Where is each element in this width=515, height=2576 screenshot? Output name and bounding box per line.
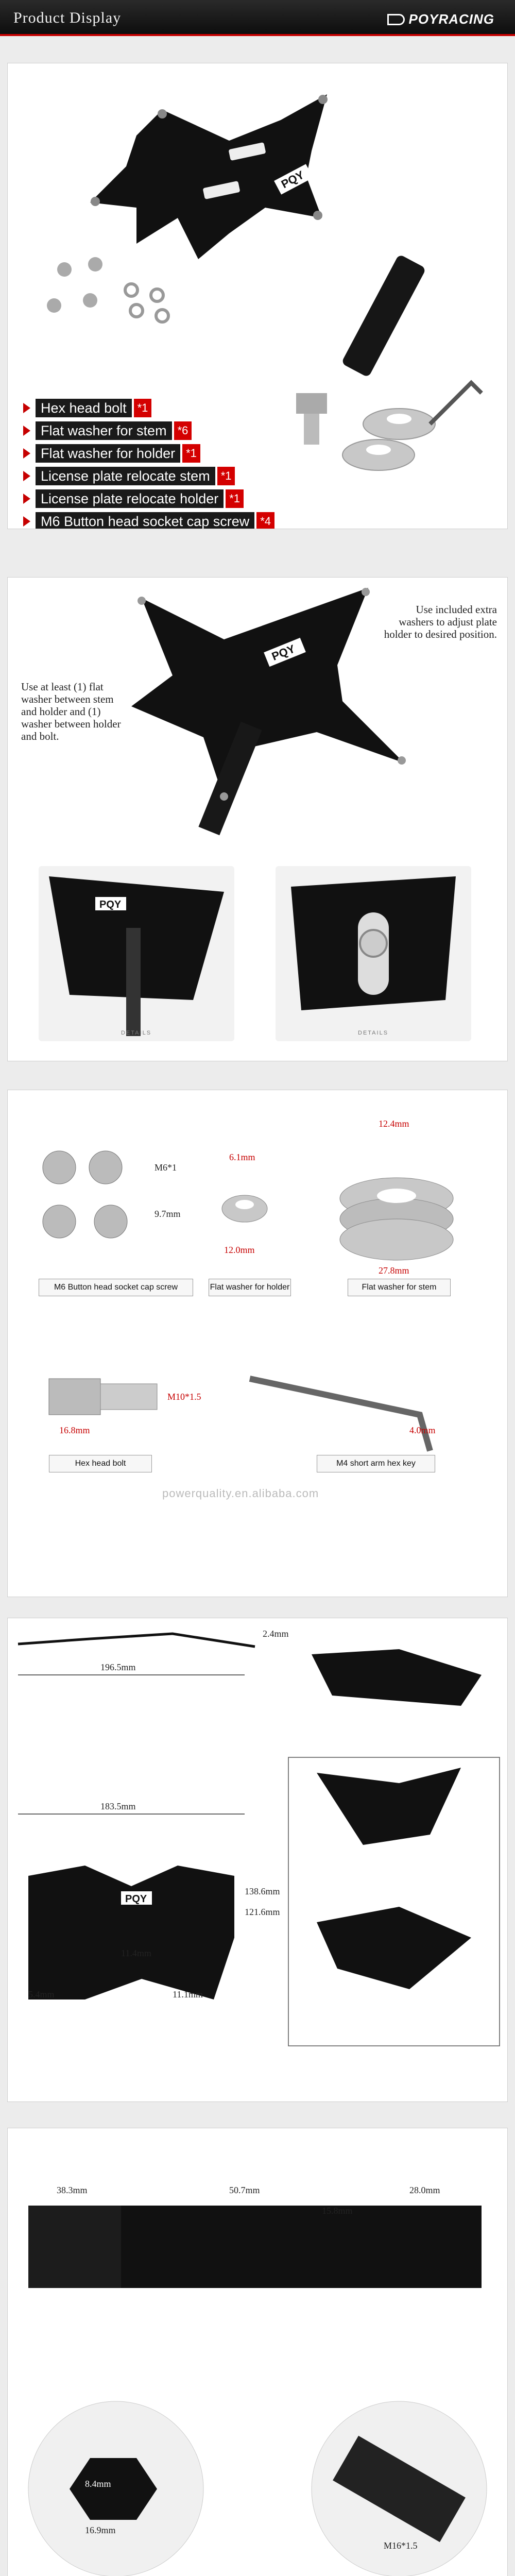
- plate-logo-text: PQY: [99, 899, 122, 910]
- part-qty: *1: [226, 489, 244, 508]
- hex-bolt-head: [296, 393, 327, 414]
- holder-angle-view: [317, 1907, 471, 1989]
- m6-screw: [43, 1205, 76, 1238]
- corner-bolt: [91, 197, 100, 206]
- holder-top-view: [312, 1649, 482, 1706]
- corner-bolt: [138, 597, 146, 605]
- plate-logo-text: PQY: [125, 1893, 147, 1905]
- hardware-graphic: [8, 1090, 508, 1597]
- thickness-dim: 2.4mm: [263, 1629, 289, 1639]
- bullet-icon: [23, 494, 30, 504]
- stem-washer: [340, 1219, 453, 1260]
- parts-list-item: [23, 489, 274, 509]
- corner-bolt: [158, 109, 167, 118]
- holder-washer-caption: Flat washer for holder: [209, 1279, 291, 1296]
- hex-key-dim: 4.0mm: [409, 1425, 436, 1435]
- stem-washer-caption: Flat washer for stem: [348, 1279, 451, 1296]
- plate-logo-text: PQY: [270, 642, 297, 663]
- bullet-icon: [23, 471, 30, 481]
- part-label: Flat washer for holder: [36, 444, 180, 463]
- stem-dims-panel: [7, 2128, 508, 2576]
- corner-bolt: [313, 211, 322, 220]
- washer: [151, 289, 163, 301]
- part-label: Hex head bolt: [36, 399, 132, 417]
- bullet-icon: [23, 426, 30, 436]
- bullet-icon: [23, 448, 30, 459]
- screw: [88, 257, 102, 272]
- stem-washer-hole: [387, 414, 411, 424]
- part-label: License plate relocate stem: [36, 467, 215, 485]
- height-holes-dim: 121.6mm: [245, 1907, 280, 1917]
- part-qty: *1: [134, 399, 152, 417]
- holder-dims-graphic: [8, 1618, 508, 2102]
- holder-angle-view: [317, 1768, 461, 1845]
- header-bar: [0, 0, 515, 36]
- bullet-icon: [23, 516, 30, 527]
- detail-left-graphic: [39, 866, 234, 1041]
- hex-bolt-head: [49, 1379, 100, 1415]
- detail-right-graphic: [276, 866, 471, 1041]
- part-label: M6 Button head socket cap screw: [36, 512, 254, 529]
- m6-screw: [43, 1151, 76, 1184]
- width-holes-dim: 183.5mm: [100, 1801, 136, 1811]
- assembly-note-right: Use included extra washers to adjust plate holder to desired position.: [384, 603, 497, 640]
- corner-dim: 5.4mm: [28, 1989, 55, 1999]
- stem-hex-section: [28, 2206, 121, 2288]
- height-total-dim: 138.6mm: [245, 1886, 280, 1896]
- corner-bolt: [398, 756, 406, 765]
- m6-screw: [89, 1151, 122, 1184]
- holder-side-view: [18, 1634, 255, 1647]
- detail-stem: [126, 928, 141, 1036]
- stem-seg1-dim: 38.3mm: [57, 2185, 88, 2195]
- brand-mark-icon: [387, 14, 405, 25]
- assembly-panel: [7, 577, 508, 1061]
- holder-washer-outer-dim: 12.0mm: [224, 1245, 255, 1255]
- stem-washer-hole: [366, 445, 391, 455]
- hex-bolt-thread: [100, 1384, 157, 1410]
- part-label: Flat washer for stem: [36, 421, 172, 440]
- m6-screw: [94, 1205, 127, 1238]
- screw: [47, 298, 61, 313]
- slot-width-dim: 11.4mm: [121, 1948, 151, 1958]
- parts-list-item: [23, 466, 274, 486]
- m6-caption: M6 Button head socket cap screw: [39, 1279, 193, 1296]
- assembly-note-left: Use at least (1) flat washer between stem and holder and (1) washer between holder and bolt.: [21, 681, 121, 742]
- relocate-stem: [341, 254, 426, 378]
- kit-contents-panel: [7, 63, 508, 529]
- stem-washer-outer-dim: 27.8mm: [379, 1265, 409, 1276]
- brand-logo: [387, 11, 494, 27]
- hex-outer-dim: 16.9mm: [85, 2525, 116, 2535]
- watermark-text: powerquality.en.alibaba.com: [162, 1487, 319, 1500]
- holder-washer-inner-dim: 6.1mm: [229, 1152, 255, 1162]
- hex-inner-dim: 8.4mm: [85, 2479, 111, 2489]
- parts-list-item: [23, 421, 274, 440]
- parts-list-item: [23, 444, 274, 463]
- holder-dims-panel: [7, 1618, 508, 2102]
- detail-caption: DETAILS: [358, 1030, 389, 1036]
- width-total-dim: 196.5mm: [100, 1662, 136, 1672]
- assembled-holder: [131, 588, 404, 799]
- parts-list-item: [23, 512, 274, 529]
- bullet-icon: [23, 403, 30, 413]
- stem-washer-hole: [377, 1189, 416, 1203]
- screw: [57, 262, 72, 277]
- brand-name: POYRACING: [408, 11, 494, 27]
- detail-photo-left: [39, 866, 234, 1041]
- slot-length-dim: 11.1mm: [173, 1989, 203, 1999]
- hex-bolt-length-dim: 16.8mm: [59, 1425, 90, 1435]
- plate-logo-text: PQY: [279, 168, 306, 191]
- stem-seg3-dim: 15.8mm: [322, 2206, 353, 2216]
- detail-caption: DETAILS: [121, 1030, 152, 1036]
- washer: [130, 304, 143, 317]
- corner-bolt: [318, 95, 328, 104]
- washer: [125, 284, 138, 296]
- hex-bolt-thread-dim: M10*1.5: [167, 1392, 201, 1402]
- page-title: Product Display: [13, 9, 122, 26]
- stem-seg2-dim: 50.7mm: [229, 2185, 260, 2195]
- part-qty: *6: [174, 421, 192, 440]
- corner-bolt: [362, 588, 370, 596]
- screw: [83, 293, 97, 308]
- detail-photo-right: [276, 866, 471, 1041]
- holder-washer-hole: [235, 1200, 254, 1209]
- stem-thread-dim: M16*1.5: [384, 2540, 418, 2551]
- part-label: License plate relocate holder: [36, 489, 224, 508]
- hardware-panel: [7, 1090, 508, 1597]
- part-qty: *1: [217, 467, 235, 485]
- m6-length-dim: 9.7mm: [154, 1209, 181, 1219]
- hex-bolt-caption: Hex head bolt: [49, 1455, 152, 1472]
- hex-key: [250, 1379, 430, 1451]
- hex-bolt-thread: [304, 414, 319, 445]
- detail-bolt: [360, 930, 387, 957]
- holder-front-view: [28, 1866, 234, 1999]
- parts-list: [23, 398, 274, 529]
- parts-list-item: [23, 398, 274, 418]
- hex-key-caption: M4 short arm hex key: [317, 1455, 435, 1472]
- washer: [156, 310, 168, 322]
- part-qty: *1: [182, 444, 200, 463]
- corner-bolt: [220, 792, 228, 801]
- part-qty: *4: [256, 512, 274, 529]
- hex-key: [430, 383, 482, 424]
- stem-washer-inner-dim: 12.4mm: [379, 1118, 409, 1129]
- m6-thread-dim: M6*1: [154, 1162, 177, 1173]
- stem-seg4-dim: 28.0mm: [409, 2185, 440, 2195]
